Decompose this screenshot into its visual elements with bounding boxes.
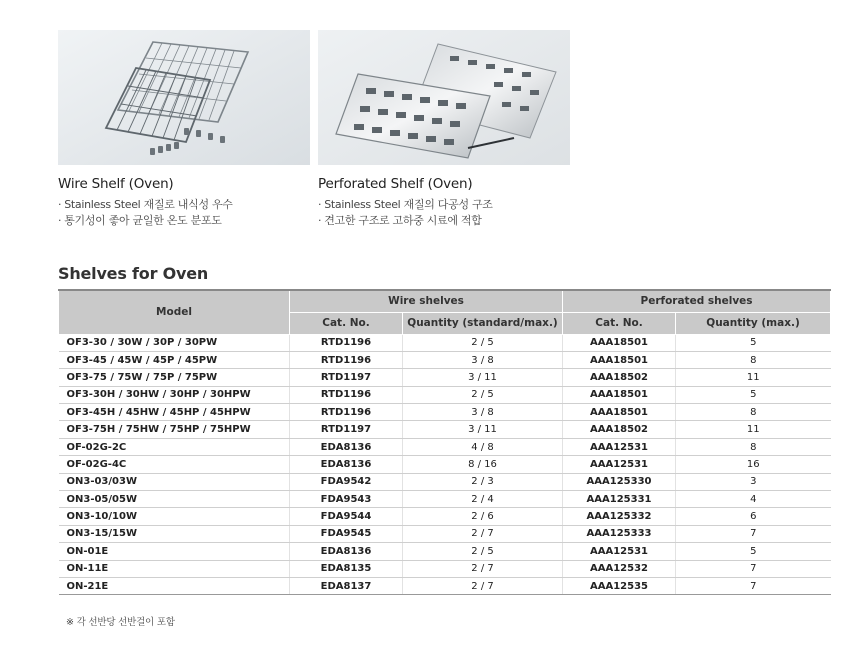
wire-quantity-cell: 2 / 7 <box>403 560 563 577</box>
header-model: Model <box>59 290 290 334</box>
perf-cat-no-cell: AAA125333 <box>563 525 676 542</box>
table-row <box>59 369 831 386</box>
table-row <box>59 334 831 351</box>
model-cell: OF3-75H / 75HW / 75HP / 75HPW <box>59 421 290 438</box>
model-cell: OF3-30 / 30W / 30P / 30PW <box>59 334 290 351</box>
perf-quantity-cell: 7 <box>676 525 831 542</box>
footnote: ※ 각 선반당 선반걸이 포함 <box>66 617 175 628</box>
header-perforated-shelves: Perforated shelves <box>563 290 831 312</box>
perf-cat-no-cell: AAA18501 <box>563 334 676 351</box>
header-perf-quantity: Quantity (max.) <box>676 312 831 334</box>
shelves-spec-table <box>58 289 831 595</box>
perf-quantity-cell: 5 <box>676 386 831 403</box>
wire-shelf-info <box>58 176 233 229</box>
wire-quantity-cell: 3 / 11 <box>403 421 563 438</box>
perf-cat-no-cell: AAA12531 <box>563 456 676 473</box>
feature-item: · 견고한 구조로 고하중 시료에 적합 <box>318 213 493 229</box>
model-cell: OF-02G-2C <box>59 438 290 455</box>
wire-quantity-cell: 2 / 6 <box>403 508 563 525</box>
wire-quantity-cell: 2 / 7 <box>403 577 563 594</box>
perf-cat-no-cell: AAA12531 <box>563 438 676 455</box>
wire-cat-no-cell: EDA8136 <box>290 543 403 560</box>
model-cell: OF3-30H / 30HW / 30HP / 30HPW <box>59 386 290 403</box>
perf-quantity-cell: 11 <box>676 369 831 386</box>
model-cell: ON-01E <box>59 543 290 560</box>
wire-cat-no-cell: FDA9542 <box>290 473 403 490</box>
wire-quantity-cell: 2 / 7 <box>403 525 563 542</box>
wire-quantity-cell: 3 / 8 <box>403 351 563 368</box>
perf-quantity-cell: 5 <box>676 334 831 351</box>
table-row <box>59 386 831 403</box>
perforated-shelf-title: Perforated Shelf (Oven) <box>318 176 473 192</box>
table-row <box>59 508 831 525</box>
wire-quantity-cell: 8 / 16 <box>403 456 563 473</box>
model-cell: ON-11E <box>59 560 290 577</box>
model-cell: OF-02G-4C <box>59 456 290 473</box>
wire-quantity-cell: 2 / 5 <box>403 543 563 560</box>
perf-quantity-cell: 6 <box>676 508 831 525</box>
table-row <box>59 491 831 508</box>
model-cell: ON-21E <box>59 577 290 594</box>
table-row <box>59 456 831 473</box>
model-cell: OF3-45H / 45HW / 45HP / 45HPW <box>59 404 290 421</box>
section-title: Shelves for Oven <box>58 264 209 283</box>
feature-item: · 통기성이 좋아 균일한 온도 분포도 <box>58 213 233 229</box>
model-cell: ON3-05/05W <box>59 491 290 508</box>
perf-quantity-cell: 8 <box>676 404 831 421</box>
wire-shelf-photo <box>58 30 310 165</box>
perf-cat-no-cell: AAA125330 <box>563 473 676 490</box>
header-wire-quantity: Quantity (standard/max.) <box>403 312 563 334</box>
wire-shelf-features <box>58 197 233 229</box>
wire-cat-no-cell: RTD1197 <box>290 421 403 438</box>
perf-quantity-cell: 7 <box>676 577 831 594</box>
wire-cat-no-cell: RTD1196 <box>290 351 403 368</box>
table-row <box>59 421 831 438</box>
wire-shelf-title: Wire Shelf (Oven) <box>58 176 174 192</box>
wire-cat-no-cell: EDA8137 <box>290 577 403 594</box>
model-cell: ON3-10/10W <box>59 508 290 525</box>
perf-quantity-cell: 8 <box>676 351 831 368</box>
wire-quantity-cell: 3 / 8 <box>403 404 563 421</box>
perf-cat-no-cell: AAA18501 <box>563 404 676 421</box>
perforated-shelf-info <box>318 176 493 229</box>
table-row <box>59 438 831 455</box>
perf-quantity-cell: 5 <box>676 543 831 560</box>
wire-quantity-cell: 2 / 5 <box>403 334 563 351</box>
wire-cat-no-cell: EDA8136 <box>290 438 403 455</box>
table-row <box>59 525 831 542</box>
header-wire-cat-no: Cat. No. <box>290 312 403 334</box>
table-row <box>59 543 831 560</box>
perf-cat-no-cell: AAA12531 <box>563 543 676 560</box>
model-cell: ON3-15/15W <box>59 525 290 542</box>
model-cell: ON3-03/03W <box>59 473 290 490</box>
wire-quantity-cell: 4 / 8 <box>403 438 563 455</box>
wire-cat-no-cell: EDA8135 <box>290 560 403 577</box>
wire-cat-no-cell: RTD1197 <box>290 369 403 386</box>
perf-quantity-cell: 7 <box>676 560 831 577</box>
header-wire-shelves: Wire shelves <box>290 290 563 312</box>
wire-quantity-cell: 3 / 11 <box>403 369 563 386</box>
perf-quantity-cell: 3 <box>676 473 831 490</box>
wire-quantity-cell: 2 / 4 <box>403 491 563 508</box>
wire-cat-no-cell: FDA9544 <box>290 508 403 525</box>
table-row <box>59 404 831 421</box>
wire-cat-no-cell: FDA9545 <box>290 525 403 542</box>
feature-item: · Stainless Steel 재질의 다공성 구조 <box>318 197 493 213</box>
perf-quantity-cell: 8 <box>676 438 831 455</box>
perforated-shelf-features <box>318 197 493 229</box>
table-row <box>59 560 831 577</box>
wire-cat-no-cell: RTD1196 <box>290 334 403 351</box>
header-perf-cat-no: Cat. No. <box>563 312 676 334</box>
perf-cat-no-cell: AAA18502 <box>563 369 676 386</box>
perf-cat-no-cell: AAA12535 <box>563 577 676 594</box>
perforated-shelf-photo <box>318 30 570 165</box>
perf-cat-no-cell: AAA125331 <box>563 491 676 508</box>
spec-table-body <box>59 334 831 595</box>
perf-cat-no-cell: AAA12532 <box>563 560 676 577</box>
table-row <box>59 577 831 594</box>
perf-cat-no-cell: AAA125332 <box>563 508 676 525</box>
wire-cat-no-cell: EDA8136 <box>290 456 403 473</box>
perf-cat-no-cell: AAA18502 <box>563 421 676 438</box>
perf-quantity-cell: 4 <box>676 491 831 508</box>
model-cell: OF3-45 / 45W / 45P / 45PW <box>59 351 290 368</box>
perf-quantity-cell: 16 <box>676 456 831 473</box>
feature-item: · Stainless Steel 재질로 내식성 우수 <box>58 197 233 213</box>
wire-cat-no-cell: RTD1196 <box>290 404 403 421</box>
table-row <box>59 351 831 368</box>
perf-cat-no-cell: AAA18501 <box>563 351 676 368</box>
table-row <box>59 473 831 490</box>
perf-cat-no-cell: AAA18501 <box>563 386 676 403</box>
model-cell: OF3-75 / 75W / 75P / 75PW <box>59 369 290 386</box>
wire-cat-no-cell: RTD1196 <box>290 386 403 403</box>
wire-quantity-cell: 2 / 5 <box>403 386 563 403</box>
wire-cat-no-cell: FDA9543 <box>290 491 403 508</box>
perf-quantity-cell: 11 <box>676 421 831 438</box>
wire-quantity-cell: 2 / 3 <box>403 473 563 490</box>
